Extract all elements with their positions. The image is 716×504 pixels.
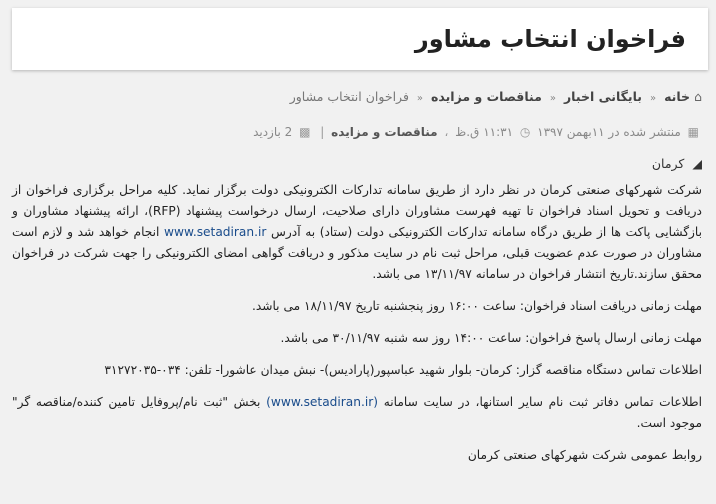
clock-icon: ◷: [519, 125, 531, 139]
breadcrumb-category[interactable]: مناقصات و مزایده: [431, 89, 542, 104]
chevron-left-icon: «: [649, 93, 657, 104]
published-date: ۱۱بهمن ۱۳۹۷: [537, 125, 605, 139]
setadiran-link[interactable]: www.setadiran.ir: [164, 225, 267, 239]
home-icon: ⌂: [694, 89, 702, 104]
title-card: [12, 8, 708, 70]
paragraph-reply-deadline: مهلت زمانی ارسال پاسخ فراخوان: ساعت ۱۴:۰۰ روز سه شنبه ۳۰/۱۱/۹۷ می باشد.: [280, 331, 702, 345]
paragraph-intro: شرکت شهرکهای صنعتی کرمان در نظر دارد از طریق سامانه تدارکات الکترونیکی دولت برگزار نماید. کلیه مراحل برگزاری فراخوان از دریافت و تحویل اسناد فراخوان تا تهیه فهرست مشاوران دارای صلاحیت، ارسال درخواست پیشنهاد (RFP)، ارائه پیشنهاد مشاوران و بازگشایی پاکت ها از طریق درگاه سامانه تدارکات الکترونیکی دولت (ستاد) به آدرس www.setadiran.ir انجام خواهد شد و لازم است مشاوران در صورت عدم عضویت قبلی، مراحل ثبت نام در سایت مذکور و دریافت گواهی امضای الکترونیکی را جهت شرکت در فراخوان محقق سازند.تاریخ انتشار فراخوان در سامانه ۱۳/۱۱/۹۷ می باشد.: [12, 183, 702, 281]
chevron-left-icon: «: [416, 93, 424, 104]
breadcrumb-archive[interactable]: بایگانی اخبار: [563, 89, 642, 104]
article-content: [12, 86, 702, 477]
paragraph-contact: اطلاعات تماس دستگاه مناقصه گزار: کرمان- بلوار شهید عباسپور(پارادیس)- نبش میدان عاشورا- تلفن: ۰۳۴-۳۱۲۷۲۰۳۵: [104, 363, 702, 377]
article-body: [12, 180, 702, 466]
paragraph-registration: اطلاعات تماس دفاتر ثبت نام سایر استانها، در سایت سامانه (www.setadiran.ir) بخش "ثبت نام/پروفایل تامین کننده/مناقصه گر" موجود است.: [12, 395, 702, 430]
page-title: فراخوان انتخاب مشاور: [414, 25, 686, 53]
pipe-separator: |: [320, 125, 325, 139]
tag-icon: ◢: [692, 156, 702, 171]
setadiran-link-2[interactable]: (www.setadiran.ir): [266, 395, 379, 409]
tag-kerman[interactable]: کرمان: [651, 156, 685, 171]
breadcrumb-current: فراخوان انتخاب مشاور: [289, 89, 409, 104]
breadcrumb: [12, 86, 702, 108]
chart-icon: ▩: [299, 125, 311, 139]
visit-count: 2 بازدید: [253, 125, 293, 139]
dot-separator: ،: [444, 125, 449, 139]
published-time: ۱۱:۳۱ ق.ظ: [455, 125, 514, 139]
paragraph-signature: روابط عمومی شرکت شهرکهای صنعتی کرمان: [467, 448, 702, 462]
tag-row: [12, 154, 702, 174]
published-label: منتشر شده در: [608, 125, 681, 139]
meta-category-link[interactable]: مناقصات و مزایده: [331, 125, 438, 139]
breadcrumb-home[interactable]: خانه: [664, 89, 691, 104]
calendar-icon: ▦: [687, 125, 699, 139]
paragraph-doc-deadline: مهلت زمانی دریافت اسناد فراخوان: ساعت ۱۶:۰۰ روز پنجشنبه تاریخ ۱۸/۱۱/۹۷ می باشد.: [251, 299, 702, 313]
chevron-left-icon: «: [549, 93, 556, 104]
post-meta: [12, 122, 702, 142]
